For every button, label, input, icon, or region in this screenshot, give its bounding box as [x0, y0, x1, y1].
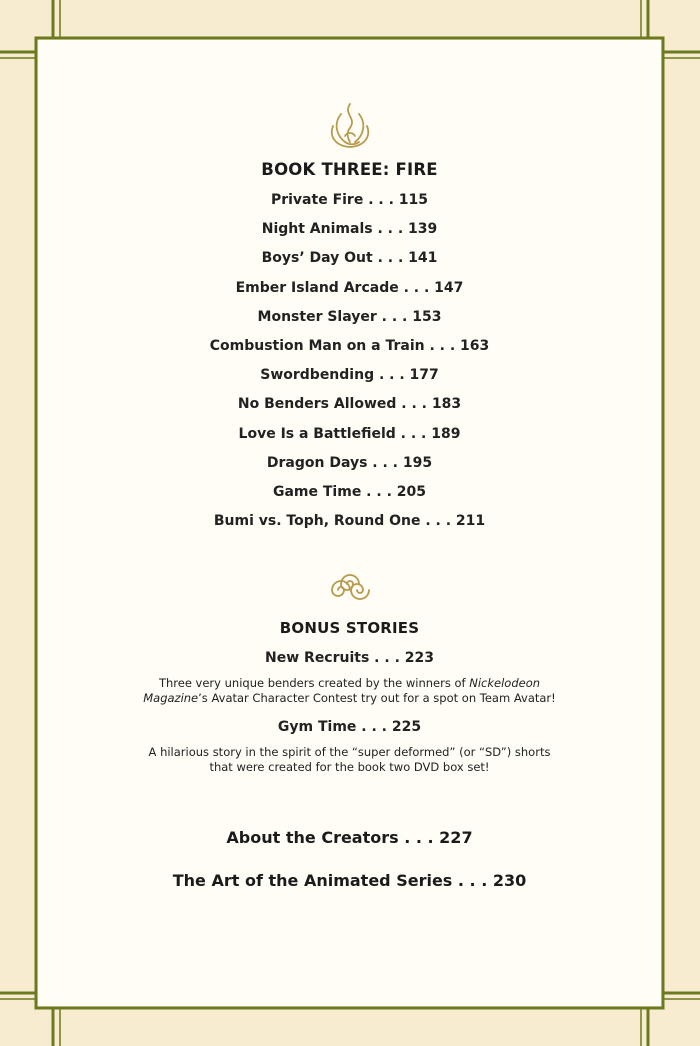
toc-entry[interactable]: No Benders Allowed . . . 183	[237, 396, 462, 413]
toc-entry-gym-time[interactable]: Gym Time . . . 225	[277, 719, 422, 735]
new-recruits-description: Three very unique benders created by the winners of Nickelodeon Magazine’s Avatar Character Contest try out for a spot on Team Avatar!	[143, 676, 556, 705]
air-nomads-icon	[328, 564, 372, 606]
bonus-stories-title: BONUS STORIES	[279, 619, 420, 637]
table-of-contents-page	[38, 40, 661, 1006]
toc-entry-about-creators[interactable]: About the Creators . . . 227	[226, 828, 473, 847]
toc-entry[interactable]: Private Fire . . . 115	[270, 192, 429, 208]
toc-entry[interactable]: Dragon Days . . . 195	[266, 454, 433, 471]
gym-time-description: A hilarious story in the spirit of the “super deformed” (or “SD”) shorts that were created for the book two DVD box set!	[148, 745, 551, 774]
toc-entry[interactable]: Boys’ Day Out . . . 141	[261, 250, 438, 267]
fire-nation-icon	[327, 100, 373, 150]
toc-entry[interactable]: Night Animals . . . 139	[261, 221, 438, 238]
book-three-title: BOOK THREE: FIRE	[261, 160, 438, 179]
toc-entry[interactable]: Love Is a Battlefield . . . 189	[238, 425, 461, 442]
toc-entry[interactable]: Combustion Man on a Train . . . 163	[209, 337, 490, 354]
toc-entry[interactable]: Monster Slayer . . . 153	[257, 308, 442, 325]
toc-entry-new-recruits[interactable]: New Recruits . . . 223	[265, 650, 434, 666]
book-three-entries	[38, 186, 661, 536]
toc-entry[interactable]: Swordbending . . . 177	[260, 367, 439, 384]
toc-entry[interactable]: Ember Island Arcade . . . 147	[235, 279, 464, 296]
toc-entry[interactable]: Game Time . . . 205	[272, 483, 426, 500]
toc-entry-art-of-series[interactable]: The Art of the Animated Series . . . 230	[172, 871, 527, 890]
toc-entry[interactable]: Bumi vs. Toph, Round One . . . 211	[213, 513, 486, 530]
